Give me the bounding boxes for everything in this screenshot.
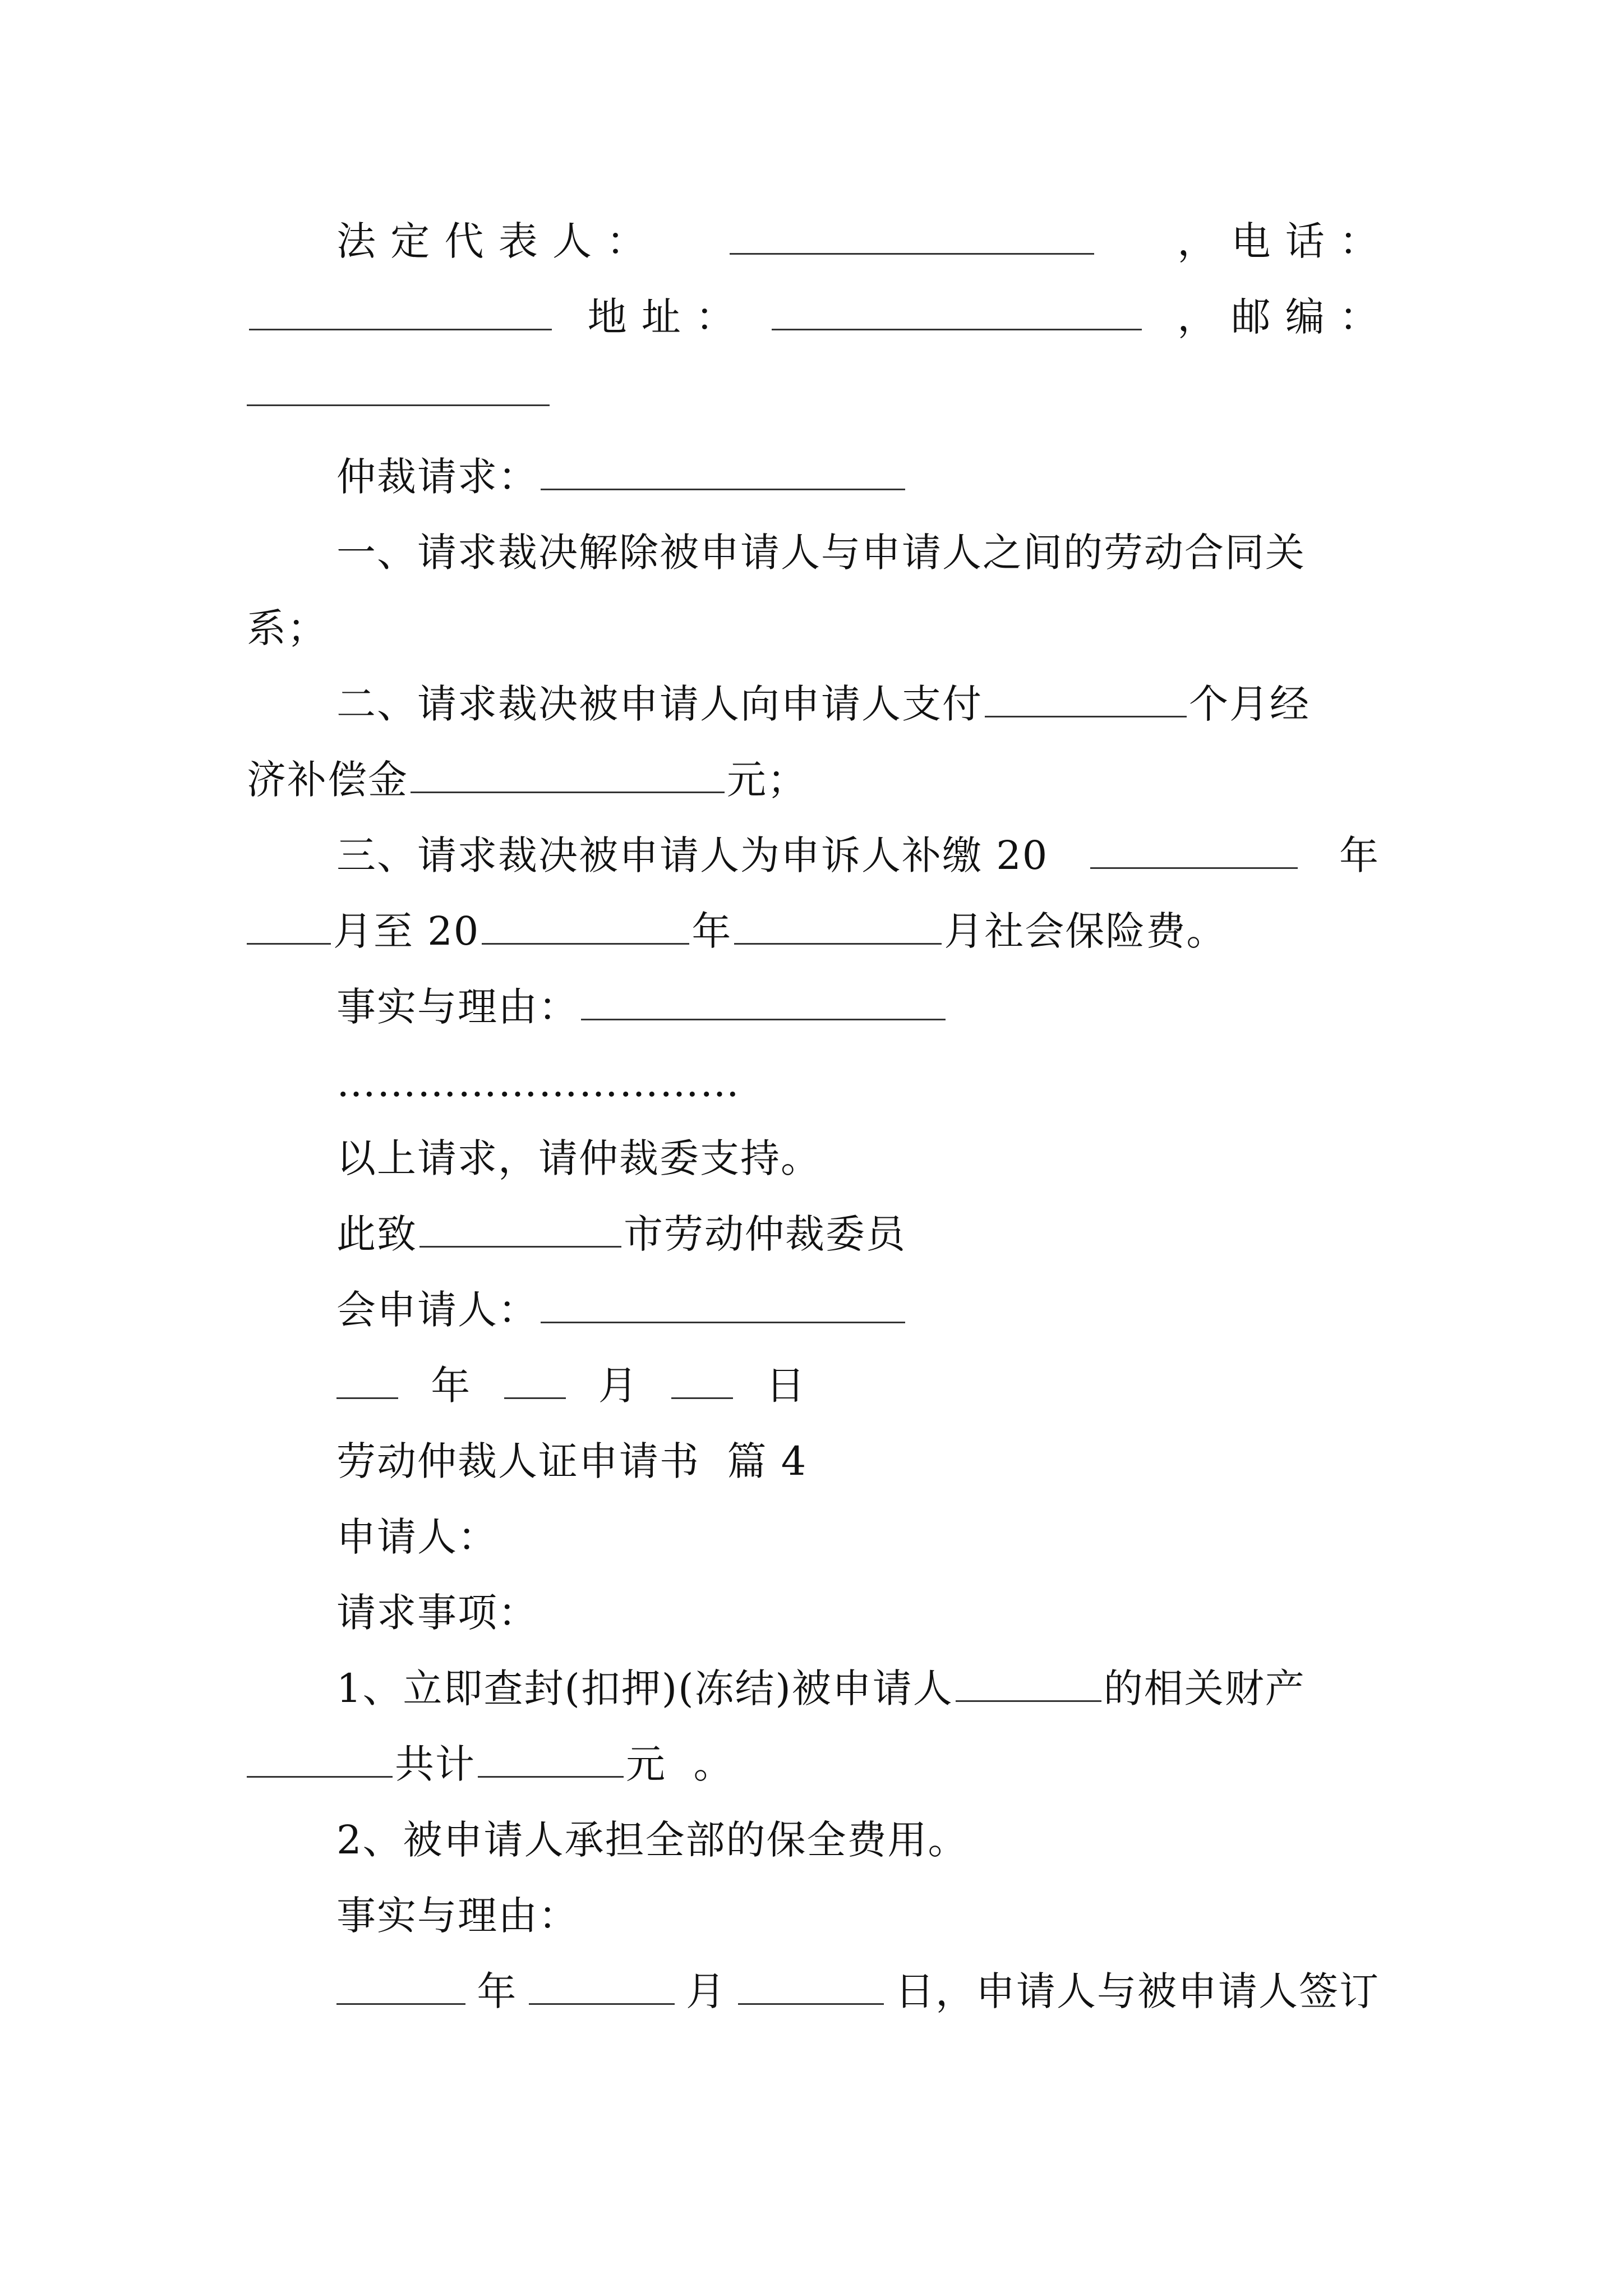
request-item-1-cont-text: 系； — [247, 605, 328, 651]
day-blank — [671, 1363, 733, 1399]
respondent-blank — [956, 1665, 1101, 1702]
contract-year-blank — [336, 1968, 465, 2005]
applicant-signature-blank — [541, 1287, 905, 1323]
legal-rep-line — [336, 213, 1380, 269]
legal-rep-blank — [730, 218, 1094, 255]
applicant-line — [336, 1509, 1380, 1565]
request-item-1-text: 一、请求裁决解除被申请人与申请人之间的劳动合同关 — [336, 530, 1306, 576]
request-item-3 — [336, 827, 1380, 884]
contract-date-line — [336, 1963, 1380, 2019]
facts-reasons-2 — [336, 1888, 1380, 1944]
applicant-label: 申请人： — [336, 1514, 498, 1560]
request-item-1-cont — [247, 600, 1380, 656]
total-label: 共计 — [395, 1741, 476, 1787]
request-item-2-text: 二、请求裁决被申请人向申请人支付 — [336, 681, 983, 727]
address-label: 地 址 ： — [587, 294, 736, 340]
yuan-label: 元； — [727, 757, 808, 803]
arbitration-request-heading — [336, 449, 1380, 505]
total-amount-blank — [478, 1741, 624, 1778]
section-title — [336, 1433, 1380, 1489]
matter-item-2-text: 2、被申请人承担全部的保全费用。 — [336, 1817, 969, 1863]
date-day-label: 日 — [766, 1363, 806, 1409]
compensation-label: 济补偿金 — [247, 757, 408, 803]
phone-blank — [249, 294, 552, 330]
month-blank — [504, 1363, 566, 1399]
address-line — [247, 289, 1380, 345]
closing-line — [336, 1130, 1380, 1186]
addressee-line — [336, 1206, 1380, 1262]
social-insurance-label: 月社会保险费。 — [944, 908, 1227, 954]
facts-reasons-1 — [336, 979, 1380, 1035]
closing-text: 以上请求，请仲裁委支持。 — [336, 1135, 821, 1181]
request-item-2-suffix: 个月经 — [1189, 681, 1310, 727]
compensation-blank — [411, 757, 725, 793]
contract-day-blank — [738, 1968, 884, 2005]
contract-month-label: 月 — [686, 1968, 727, 2014]
date-year-label: 年 — [431, 1363, 472, 1409]
address-blank — [772, 294, 1142, 330]
month-to-label: 月至 20 — [333, 908, 480, 954]
matter-item-1-suffix: 的相关财产 — [1103, 1665, 1306, 1711]
postcode-label: ， 邮 编 ： — [1177, 294, 1380, 340]
facts-reasons-blank — [581, 984, 946, 1020]
year-label: 年 — [1339, 832, 1380, 878]
arbitration-request-blank — [541, 454, 905, 490]
addressee-prefix: 此致 — [336, 1211, 417, 1257]
applicant-signature-label: 会申请人： — [336, 1287, 538, 1333]
year-end-blank — [482, 908, 689, 945]
contract-signed-text: 日，申请人与被申请人签订 — [895, 1968, 1380, 2014]
section-title-text: 劳动仲裁人证申请书 篇 4 — [336, 1438, 808, 1484]
city-blank — [419, 1211, 621, 1248]
facts-reasons-2-label: 事实与理由： — [336, 1893, 579, 1939]
date-line-1 — [336, 1358, 1380, 1414]
ellipsis-line — [336, 1055, 1380, 1111]
request-item-1 — [336, 524, 1380, 581]
request-item-3-cont — [247, 903, 1380, 959]
request-item-2-cont — [247, 752, 1380, 808]
matter-item-1 — [336, 1660, 1380, 1717]
arbitration-request-label: 仲裁请求： — [336, 454, 538, 500]
year-end-label: 年 — [691, 908, 732, 954]
year-start-blank — [1090, 832, 1298, 869]
phone-label: ， 电 话 ： — [1177, 218, 1380, 264]
request-matters-label: 请求事项： — [336, 1590, 538, 1636]
months-blank — [985, 681, 1187, 717]
request-matters-line — [336, 1585, 1380, 1641]
legal-rep-label: 法 定 代 表 人 ： — [336, 218, 647, 264]
date-month-label: 月 — [598, 1363, 639, 1409]
property-blank — [247, 1741, 393, 1778]
applicant-signature-line — [336, 1282, 1380, 1338]
addressee-text: 市劳动仲裁委员 — [624, 1211, 906, 1257]
matter-item-1-text: 1、立即查封(扣押)(冻结)被申请人 — [336, 1665, 953, 1711]
total-yuan-label: 元 。 — [626, 1741, 734, 1787]
month-start-blank — [247, 908, 331, 945]
matter-item-2 — [336, 1812, 1380, 1868]
matter-item-1-cont — [247, 1736, 1380, 1792]
month-end-blank — [734, 908, 942, 945]
year-blank — [336, 1363, 398, 1399]
request-item-2 — [336, 676, 1380, 732]
facts-reasons-label: 事实与理由： — [336, 984, 579, 1030]
postcode-blank — [247, 370, 550, 406]
ellipsis-text: ………………………… — [336, 1060, 740, 1106]
contract-year-label: 年 — [477, 1968, 518, 2014]
contract-month-blank — [529, 1968, 675, 2005]
request-item-3-text: 三、请求裁决被申请人为申诉人补缴 20 — [336, 832, 1049, 878]
postcode-line — [247, 365, 1380, 421]
